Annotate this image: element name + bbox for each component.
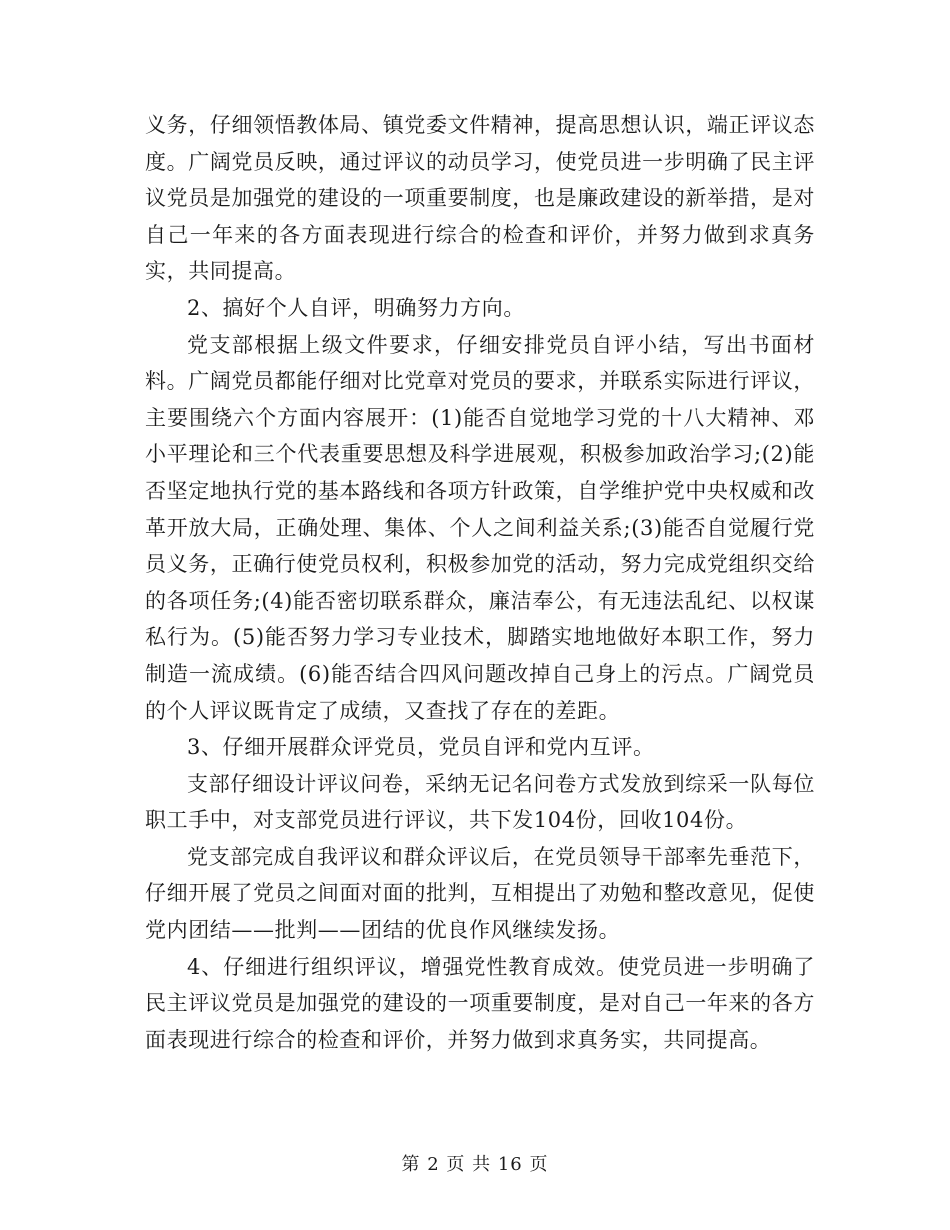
paragraph-heading-4: 4、仔细进行组织评议，增强党性教育成效。使党员进一步明确了民主评议党员是加强党的建设的一项重要制度，是对自己一年来的各方面表现进行综合的检查和评价，并努力做到求真务实，共同提高。	[145, 954, 815, 1052]
paragraph-self-evaluation: 党支部根据上级文件要求，仔细安排党员自评小结，写出书面材料。广阔党员都能仔细对比党章对党员的要求，并联系实际进行评议，主要围绕六个方面内容展开：(1)能否自觉地学习党的十八大精神、邓小平理论和三个代表重要思想及科学进展观，积极参加政治学习;(2)能否坚定地执行党的基本路线和各项方针政策，自学维护党中央权威和改革开放大局，正确处理、集体、个人之间利益关系;(3)能否自觉履行党员义务，正确行使党员权利，积极参加党的活动，努力完成党组织交给的各项任务;(4)能否密切联系群众，廉洁奉公，有无违法乱纪、以权谋私行为。(5)能否努力学习专业技术，脚踏实地地做好本职工作，努力制造一流成绩。(6)能否结合四风问题改掉自己身上的污点。广阔党员的个人评议既肯定了成绩，又查找了存在的差距。	[145, 332, 815, 723]
paragraph-continuation: 义务，仔细领悟教体局、镇党委文件精神，提高思想认识，端正评议态度。广阔党员反映，通过评议的动员学习，使党员进一步明确了民主评议党员是加强党的建设的一项重要制度，也是廉政建设的新举措，是对自己一年来的各方面表现进行综合的检查和评价，并努力做到求真务实，共同提高。	[145, 113, 815, 284]
paragraph-heading-2: 2、搞好个人自评，明确努力方向。	[187, 295, 525, 320]
document-body	[145, 107, 815, 1058]
paragraph-mutual-criticism: 党支部完成自我评议和群众评议后，在党员领导干部率先垂范下，仔细开展了党员之间面对面的批判，互相提出了劝勉和整改意见，促使党内团结——批判——团结的优良作风继续发扬。	[145, 844, 815, 943]
paragraph-questionnaire: 支部仔细设计评议问卷，采纳无记名问卷方式发放到综采一队每位职工手中，对支部党员进行评议，共下发104份，回收104份。	[145, 771, 815, 833]
page-number-footer: 第 2 页 共 16 页	[401, 1154, 549, 1175]
paragraph-heading-3: 3、仔细开展群众评党员，党员自评和党内互评。	[187, 735, 655, 760]
